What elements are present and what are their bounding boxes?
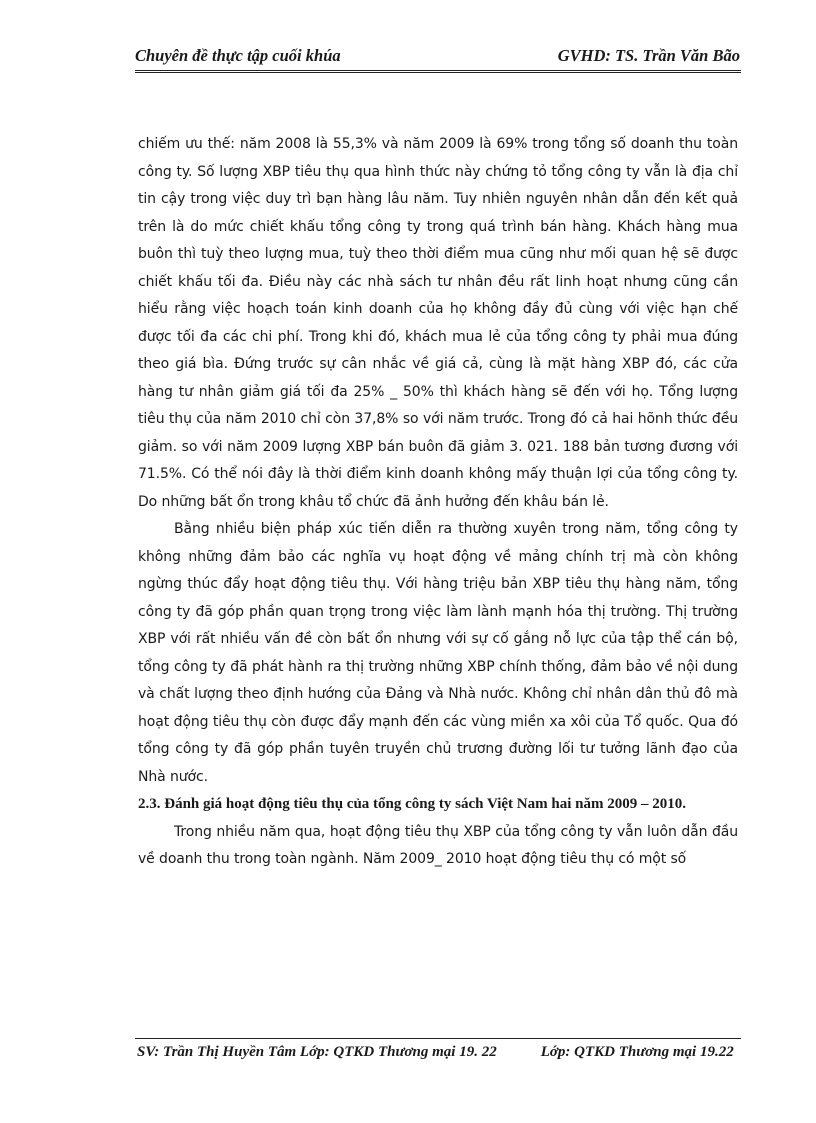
header-divider (135, 70, 741, 73)
paragraph-2: Bằng nhiều biện pháp xúc tiến diễn ra thường xuyên trong năm, tổng công ty không những đảm bảo các nghĩa vụ hoạt động về mảng chính trị mà còn không ngừng thúc đẩy hoạt động tiêu thụ. Với hàng triệu bản XBP tiêu thụ hàng năm, tổng công ty đã góp phần quan trọng trong việc làm lành mạnh hóa thị trường. Thị trường XBP với rất nhiều vấn đề còn bất ổn nhưng với sự cố gắng nỗ lực của tập thể cán bộ, tổng công ty đã phát hành ra thị trường những XBP chính thống, đảm bảo về nội dung và chất lượng theo định hướng của Đảng và Nhà nước. Không chỉ nhân dân thủ đô mà hoạt động tiêu thụ còn được đẩy mạnh đến các vùng miền xa xôi của Tổ quốc. Qua đó tổng công ty đã góp phần tuyên truyền chủ trương đường lối tư tưởng lãnh đạo của Nhà nước. (138, 521, 738, 785)
footer-divider (135, 1038, 741, 1039)
header-title: Chuyên đề thực tập cuối khúa (135, 46, 341, 65)
footer-class: Lớp: QTKD Thương mại 19.22 (540, 1044, 734, 1060)
page-body (138, 131, 738, 874)
header-advisor: GVHD: TS. Trần Văn Bão (557, 46, 740, 65)
footer-student: SV: Trần Thị Huyền Tâm Lớp: QTKD Thương mại 19. 22 (137, 1044, 497, 1060)
paragraph-1: chiếm ưu thế: năm 2008 là 55,3% và năm 2009 là 69% trong tổng số doanh thu toàn công ty. Số lượng XBP tiêu thụ qua hình thức này chứng tỏ tổng công ty vẫn là địa chỉ tin cậy trong việc duy trì bạn hàng lâu năm. Tuy nhiên nguyên nhân dẫn đến kết quả trên là do mức chiết khấu tổng công ty trong quá trình bán hàng. Khách hàng mua buôn thì tuỳ theo lượng mua, tuỳ theo thời điểm mua cũng như mối quan hệ sẽ được chiết khấu tối đa. Điều này các nhà sách tư nhân đều rất linh hoạt nhưng cũng cần hiểu rằng việc hoạch toán kinh doanh của họ không đầy đủ cùng với việc hạn chế được tối đa các chi phí. Trong khi đó, khách mua lẻ của tổng công ty phải mua đúng theo giá bìa. Đứng trước sự cân nhắc về giá cả, cùng là mặt hàng XBP đó, các cửa hàng tư nhân giảm giá tối đa 25% _ 50% thì khách hàng sẽ đến với họ. Tổng lượng tiêu thụ của năm 2010 chỉ còn 37,8% so với năm trước. Trong đó cả hai hõnh thức đều giảm. so với năm 2009 lượng XBP bán buôn đã giảm 3. 021. 188 bản tương đương với 71.5%. Có thể nói đây là thời điểm kinh doanh không mấy thuận lợi của tổng công ty. Do những bất ổn trong khâu tổ chức đã ảnh hưởng đến khâu bán lẻ. (138, 136, 738, 510)
page-header (135, 46, 740, 70)
section-heading: 2.3. Đánh giá hoạt động tiêu thụ của tổng công ty sách Việt Nam hai năm 2009 – 2010. (138, 796, 686, 812)
page-footer (137, 1043, 741, 1061)
paragraph-3: Trong nhiều năm qua, hoạt động tiêu thụ XBP của tổng công ty vẫn luôn dẫn đầu về doanh thu trong toàn ngành. Năm 2009_ 2010 hoạt động tiêu thụ có một số (138, 823, 738, 867)
